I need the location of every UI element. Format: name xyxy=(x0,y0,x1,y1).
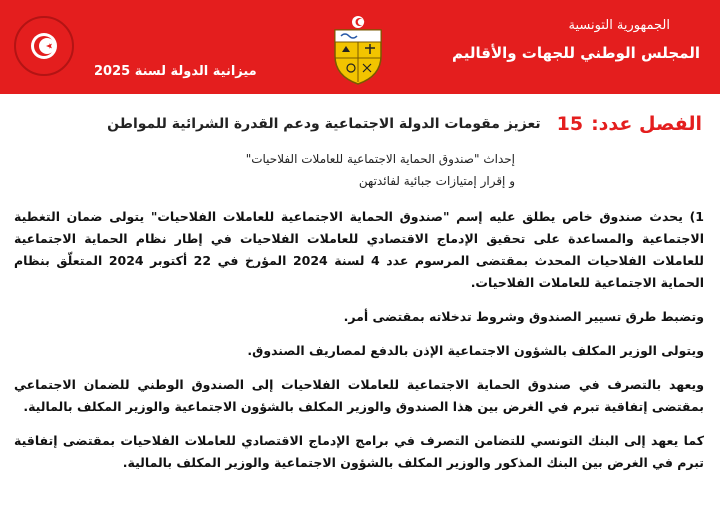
coat-of-arms-icon xyxy=(327,14,389,86)
tunisia-flag-icon xyxy=(14,16,74,76)
paragraph: ويتولى الوزير المكلف بالشؤون الاجتماعية الإذن بالدفع لمصاريف الصندوق. xyxy=(247,343,704,358)
chapter-heading xyxy=(12,110,702,138)
paragraph: كما يعهد إلى البنك التونسي للتضامن التصرف في برامج الإدماج الاقتصادي للعاملات الفلاحيات بمقتضى إتفاقية تبرم في الغرض بين البنك المذكور والوزير المكلف بالشؤون الاجتماعية والوزير المكلف بالمالية. xyxy=(14,433,704,470)
chapter-title: تعزيز مقومات الدولة الاجتماعية ودعم القدرة الشرائية للمواطن xyxy=(107,116,541,132)
paragraph: 1) يحدث صندوق خاص يطلق عليه إسم "صندوق الحماية الاجتماعية للعاملات الفلاحيات" يتولى ضمان التغطية الاجتماعية والمساعدة على تحقيق الإدماج الاقتصادي للعاملات الفلاحيات في إطار نظام الحماية الاجتماعية للعاملات الفلاحيات المحدث بمقتضى المرسوم عدد 4 لسنة 2024 المؤرخ في 22 أكتوبر 2024 المتعلّق بنظام الحماية الاجتماعية للعاملات الفلاحيات. xyxy=(14,209,704,290)
paragraph: وتضبط طرق تسيير الصندوق وشروط تدخلاته بمقتضى أمر. xyxy=(343,309,704,324)
council-title: المجلس الوطني للجهات والأقاليم xyxy=(451,44,700,62)
chapter-body xyxy=(14,206,704,486)
header-banner xyxy=(0,0,720,94)
chapter-intro xyxy=(246,148,515,192)
intro-line-1: إحداث "صندوق الحماية الاجتماعية للعاملات الفلاحيات" xyxy=(245,152,515,166)
republic-title: الجمهورية التونسية xyxy=(568,18,670,33)
paragraph: ويعهد بالتصرف في صندوق الحماية الاجتماعية للعاملات الفلاحيات إلى الصندوق الوطني للضمان الاجتماعي بمقتضى إتفاقية تبرم في الغرض بين هذا الصندوق والوزير المكلف بالشؤون الاجتماعية والوزير المكلف بالمالية. xyxy=(14,377,704,414)
intro-line-2: و إقرار إمتيازات جبائية لفائدتهن xyxy=(358,174,515,188)
chapter-number: 15 xyxy=(556,113,584,135)
chapter-label: الفصل عدد: xyxy=(591,113,702,135)
budget-title: ميزانية الدولة لسنة 2025 xyxy=(94,64,257,79)
